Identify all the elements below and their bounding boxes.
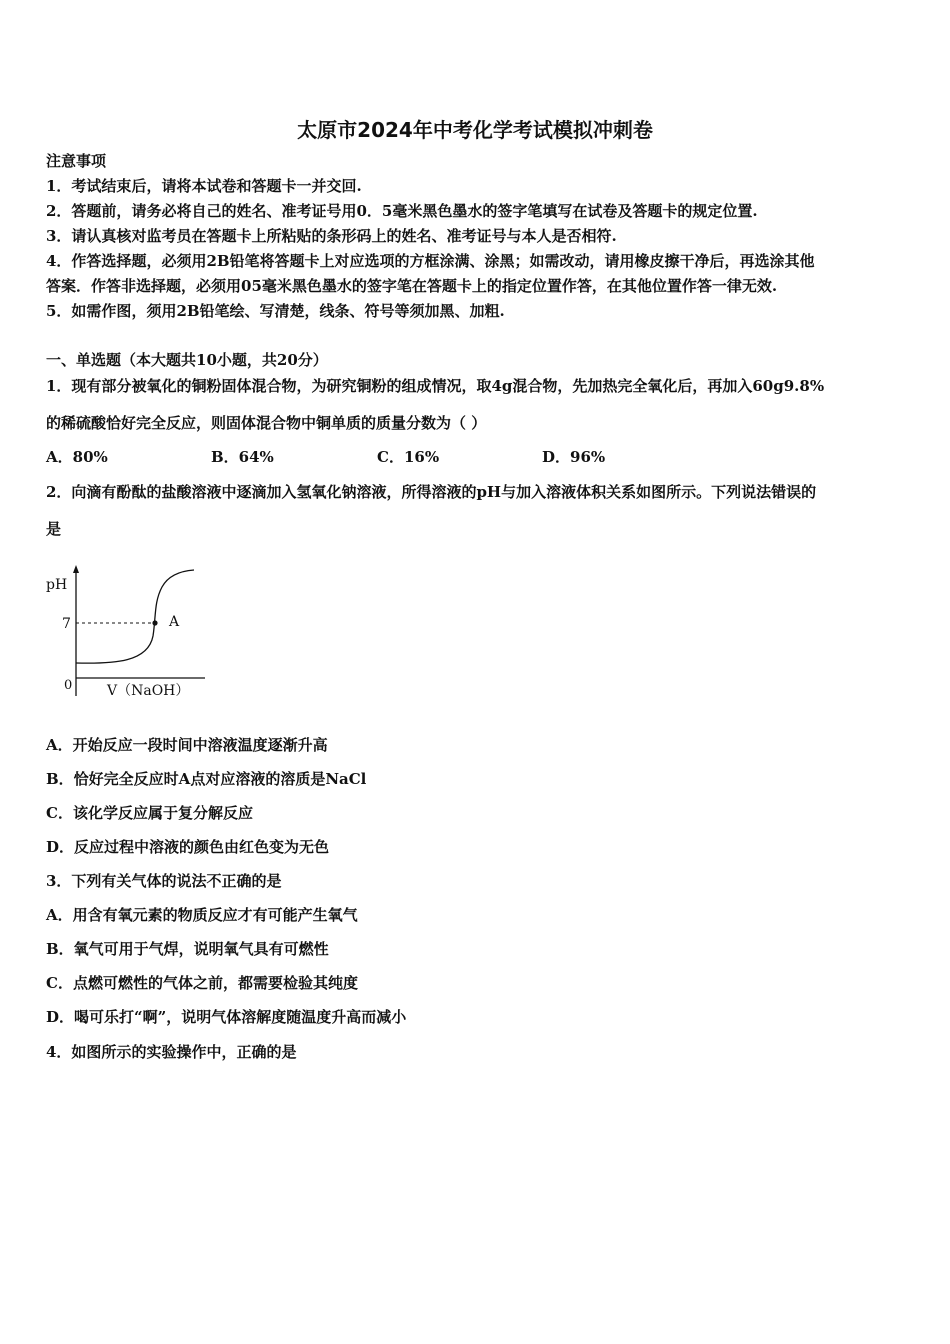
q1-option-c: C．16% [377, 448, 440, 466]
q2-option-b: B．恰好完全反应时A点对应溶液的溶质是NaCl [46, 770, 367, 788]
q4-stem: 4．如图所示的实验操作中，正确的是 [46, 1043, 297, 1061]
q1-option-b: B．64% [211, 448, 274, 466]
q2-stem-line1: 2．向滴有酚酞的盐酸溶液中逐滴加入氢氧化钠溶液，所得溶液的pH与加入溶液体积关系如图所示。下列说法错误的 [46, 483, 817, 501]
q3-option-d: D．喝可乐打“啊”，说明气体溶解度随温度升高而减小 [46, 1008, 407, 1026]
section-heading: 一、单选题（本大题共10小题，共20分） [46, 351, 328, 369]
point-a [152, 620, 157, 625]
q3-stem: 3．下列有关气体的说法不正确的是 [46, 872, 282, 890]
q1-option-d: D．96% [542, 448, 606, 466]
notice-item: 答案．作答非选择题，必须用05毫米黑色墨水的签字笔在答题卡上的指定位置作答，在其他位置作答一律无效. [46, 277, 778, 295]
y-axis-arrow [73, 565, 79, 573]
notice-item: 4．作答选择题，必须用2B铅笔将答题卡上对应选项的方框涂满、涂黑；如需改动，请用橡皮擦干净后，再选涂其他 [46, 252, 815, 270]
q2-option-c: C．该化学反应属于复分解反应 [46, 804, 253, 822]
q2-option-d: D．反应过程中溶液的颜色由红色变为无色 [46, 838, 330, 856]
notice-item: 2．答题前，请务必将自己的姓名、准考证号用0．5毫米黑色墨水的签字笔填写在试卷及答题卡的规定位置. [46, 202, 758, 220]
q1-stem-line2: 的稀硫酸恰好完全反应，则固体混合物中铜单质的质量分数为（ ） [46, 414, 487, 432]
page-title: 太原市2024年中考化学考试模拟冲刺卷 [297, 118, 653, 142]
q3-option-a: A．用含有氧元素的物质反应才有可能产生氧气 [46, 906, 358, 924]
y-tick-7: 7 [62, 616, 71, 632]
origin-label: 0 [64, 678, 73, 693]
q2-option-a: A．开始反应一段时间中溶液温度逐渐升高 [46, 736, 328, 754]
notice-item: 1．考试结束后，请将本试卷和答题卡一并交回. [46, 177, 362, 195]
q2-stem-line2: 是 [46, 520, 62, 538]
notice-heading: 注意事项 [46, 152, 107, 170]
q1-option-a: A．80% [46, 448, 108, 466]
q3-option-c: C．点燃可燃性的气体之前，都需要检验其纯度 [46, 974, 358, 992]
notice-item: 5．如需作图，须用2B铅笔绘、写清楚，线条、符号等须加黑、加粗. [46, 302, 505, 320]
notice-item: 3．请认真核对监考员在答题卡上所粘贴的条形码上的姓名、准考证号与本人是否相符. [46, 227, 617, 245]
ph-curve-graph [40, 562, 220, 702]
q1-stem-line1: 1．现有部分被氧化的铜粉固体混合物，为研究铜粉的组成情况，取4g混合物，先加热完全氧化后，再加入60g9.8% [46, 377, 825, 395]
y-axis-label: pH [46, 577, 68, 593]
q3-option-b: B．氧气可用于气焊，说明氧气具有可燃性 [46, 940, 329, 958]
x-axis-label: V（NaOH） [107, 683, 190, 699]
point-a-label: A [169, 614, 180, 630]
